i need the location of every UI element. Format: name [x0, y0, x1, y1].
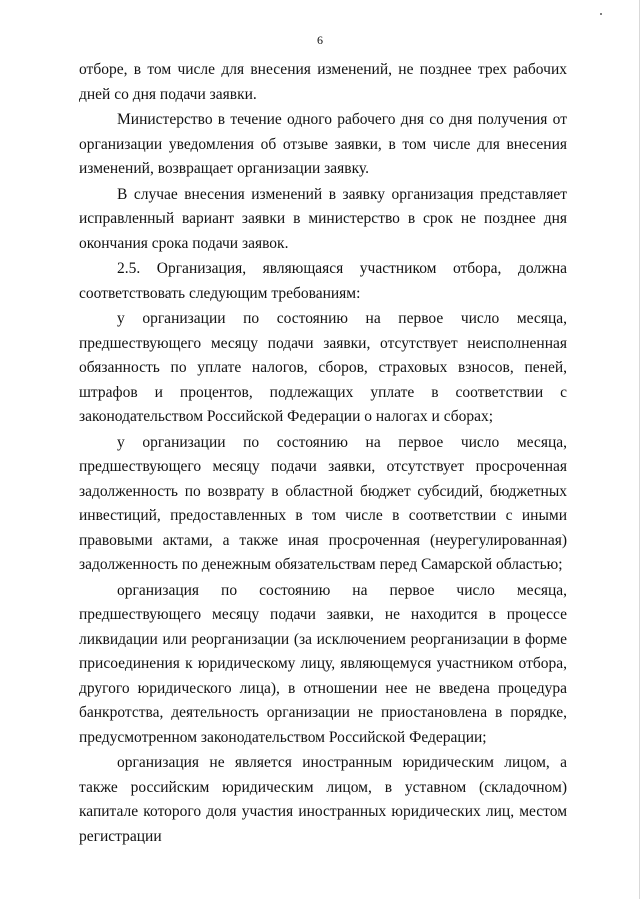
paragraph-changes: В случае внесения изменений в заявку организация представляет исправленный вариант заявки в министерство в срок не позднее дня окончания срока подачи заявок.	[79, 185, 567, 252]
scan-speck	[600, 13, 602, 15]
paragraph-liquidation-requirement: организация по состоянию на первое число месяца, предшествующего месяцу подачи заявки, не находится в процессе ликвидации или реорганизации (за исключением реорганизации в форме присоединения к юридическому лицу, являющемуся участником отбора, другого юридического лица), в отношении нее не введена процедура банкротства, деятельность организации не приостановлена в порядке, предусмотренном законодательством Российской Федерации;	[79, 581, 567, 746]
page-number: 6	[317, 33, 323, 47]
paragraph-ministry-return: Министерство в течение одного рабочего дня со дня получения от организации уведомления об отзыве заявки, в том числе для внесения изменений, возвращает организации заявку.	[79, 111, 567, 177]
paragraph-debt-requirement: у организации по состоянию на первое число месяца, предшествующего месяцу подачи заявки, отсутствует просроченная задолженность по возврату в областной бюджет субсидий, бюджетных инвестиций, предоставленных в том числе в соответствии с иными правовыми актами, а также иная просроченная (неурегулированная) задолженность по денежным обязательствам перед Самарской областью;	[79, 433, 567, 573]
paragraph-foreign-entity-requirement: организация не является иностранным юридическим лицом, а также российским юридическим лицом, в уставном (складочном) капитале которого доля участия иностранных юридических лиц, местом регистрации	[79, 754, 567, 845]
document-body	[79, 58, 567, 850]
paragraph-section-2-5: 2.5. Организация, являющаяся участником отбора, должна соответствовать следующим требованиям:	[79, 260, 567, 302]
paragraph-continuation: отборе, в том числе для внесения изменений, не позднее трех рабочих дней со дня подачи заявки.	[79, 61, 567, 103]
paragraph-tax-requirement: у организации по состоянию на первое число месяца, предшествующего месяцу подачи заявки, отсутствует неисполненная обязанность по уплате налогов, сборов, страховых взносов, пеней, штрафов и процентов, подлежащих уплате в соответствии с законодательством Российской Федерации о налогах и сборах;	[79, 310, 567, 425]
